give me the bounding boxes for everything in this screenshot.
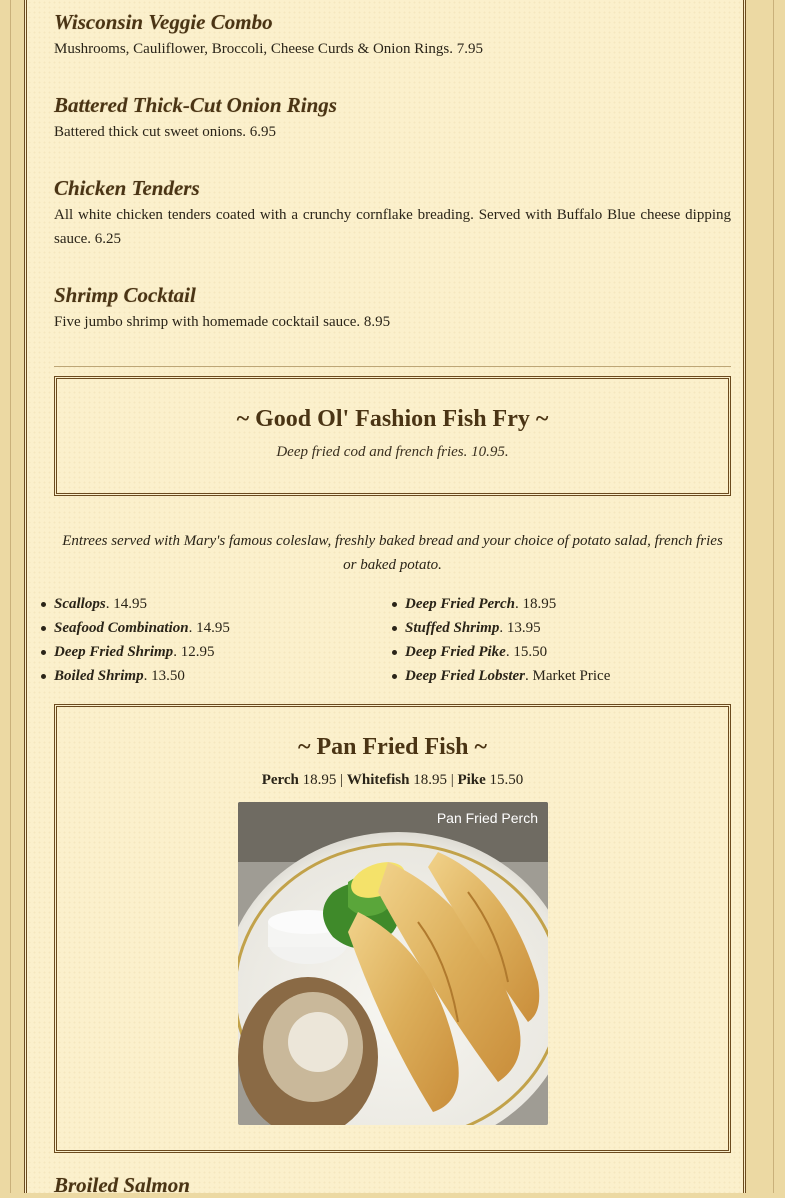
item-title-shrimp-cocktail: Shrimp Cocktail (54, 283, 196, 307)
perch-price: 18.95 (302, 772, 337, 788)
item-desc-veggie-combo: Mushrooms, Cauliflower, Broccoli, Cheese Curds & Onion Rings. 7.95 (54, 41, 483, 57)
whitefish-price: 18.95 (413, 772, 447, 788)
whitefish-label: Whitefish (346, 772, 410, 788)
page-edge-right (773, 0, 774, 1193)
list-item (54, 616, 230, 640)
entree-price: . 13.95 (499, 620, 541, 636)
entree-list-left (54, 592, 230, 688)
food-plate-image (238, 802, 548, 1125)
item-title-chicken-tenders: Chicken Tenders (54, 176, 200, 200)
entree-name: Deep Fried Shrimp (54, 644, 174, 660)
entree-price: . 12.95 (173, 644, 215, 660)
price-separator: | (450, 772, 454, 788)
entree-price: . 15.50 (505, 644, 548, 660)
pan-fried-box (54, 704, 731, 1153)
entree-price: . 18.95 (514, 596, 557, 612)
perch-label: Perch (261, 772, 299, 788)
entree-name: Deep Fried Perch (405, 596, 515, 612)
list-item (54, 664, 230, 688)
item-desc-onion-rings: Battered thick cut sweet onions. 6.95 (54, 124, 277, 140)
entree-name: Boiled Shrimp (54, 668, 144, 684)
list-item (405, 664, 610, 688)
entree-price: . 13.50 (143, 668, 185, 684)
price-separator: | (340, 772, 344, 788)
entree-list-right (405, 592, 610, 688)
pan-fried-prices (57, 772, 728, 789)
item-title-broiled-salmon: Broiled Salmon (54, 1173, 190, 1197)
fish-fry-title: ~ Good Ol' Fashion Fish Fry ~ (236, 406, 549, 432)
list-item (405, 616, 610, 640)
entree-price: . 14.95 (105, 596, 147, 612)
item-title-veggie-combo: Wisconsin Veggie Combo (54, 10, 273, 34)
list-item (54, 640, 230, 664)
photo-caption: Pan Fried Perch (436, 810, 538, 826)
list-item (405, 640, 610, 664)
page-edge-left (10, 0, 11, 1193)
pan-fried-title: ~ Pan Fried Fish ~ (298, 734, 487, 760)
entree-name: Deep Fried Lobster (405, 668, 525, 684)
fish-fry-box (54, 376, 731, 496)
entree-name: Stuffed Shrimp (405, 620, 500, 636)
pan-fried-perch-photo (238, 802, 548, 1125)
entree-note: Entrees served with Mary's famous coleslaw, freshly baked bread and your choice of potato salad, french fries or baked potato. (62, 533, 723, 573)
entree-name: Scallops (54, 596, 106, 612)
item-title-onion-rings: Battered Thick-Cut Onion Rings (54, 93, 337, 117)
entree-price: . Market Price (524, 668, 611, 684)
pike-price: 15.50 (489, 772, 524, 788)
list-item (54, 592, 230, 616)
entree-name: Deep Fried Pike (405, 644, 506, 660)
entree-price: . 14.95 (188, 620, 230, 636)
item-desc-shrimp-cocktail: Five jumbo shrimp with homemade cocktail sauce. 8.95 (54, 314, 391, 330)
entree-name: Seafood Combination (54, 620, 189, 636)
list-item (405, 592, 610, 616)
fish-fry-subtitle: Deep fried cod and french fries. 10.95. (276, 444, 509, 460)
item-desc-chicken-tenders: All white chicken tenders coated with a crunchy cornflake breading. Served with Buffalo Blue cheese dipping sauce. 6.25 (54, 207, 731, 247)
pike-label: Pike (457, 772, 486, 788)
section-divider (54, 366, 731, 367)
